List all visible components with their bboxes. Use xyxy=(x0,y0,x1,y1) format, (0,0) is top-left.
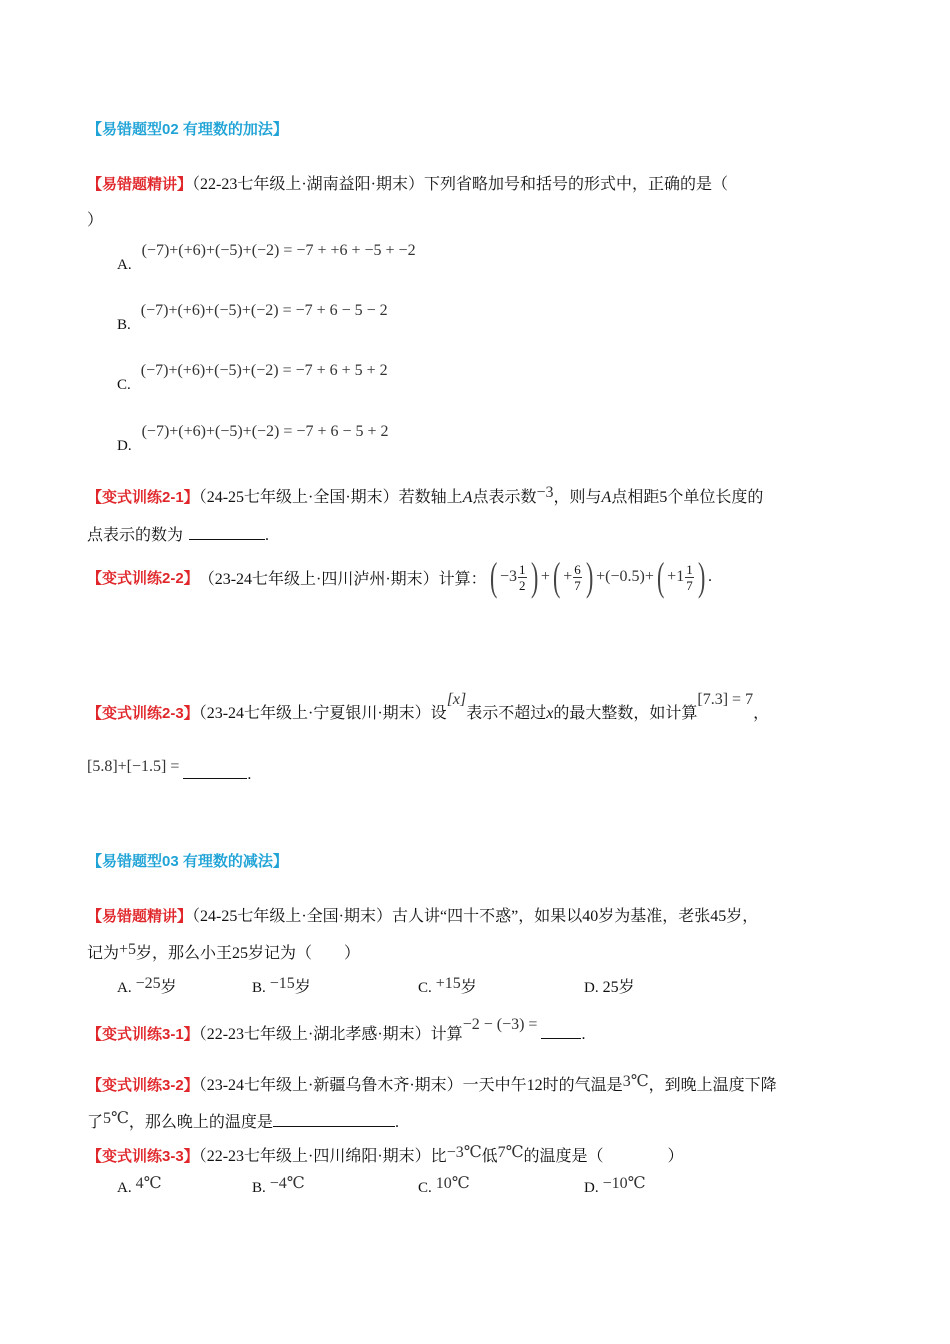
question-line xyxy=(87,484,763,507)
option-d[interactable] xyxy=(584,974,635,997)
question-text: （22-23七年级上·湖北孝感·期末）计算 xyxy=(198,1026,463,1043)
number: −3 xyxy=(536,484,554,501)
right-paren: ) xyxy=(697,554,706,599)
option-a[interactable] xyxy=(117,242,416,273)
option-d[interactable] xyxy=(117,423,389,454)
left-paren: ( xyxy=(552,554,561,599)
option-b[interactable] xyxy=(252,974,311,997)
numerator: 1 xyxy=(686,561,693,577)
question-text: ，到晚上温度下降 xyxy=(648,1077,777,1094)
question-tag: 【变式训练2-1】 xyxy=(87,489,199,506)
option-letter: A. xyxy=(117,257,132,273)
question-line xyxy=(87,1109,399,1132)
option-rhs: = −7 + 6 − 5 + 2 xyxy=(283,423,389,440)
option-letter: A. xyxy=(117,980,132,996)
option-lhs: (−7)+(+6)+(−5)+(−2) xyxy=(141,423,280,440)
plus-sign: + xyxy=(644,568,654,585)
question-text: （23-24七年级上·宁夏银川·期末）设 xyxy=(198,705,447,722)
option-c[interactable] xyxy=(418,974,477,997)
option-lhs: (−7)+(+6)+(−5)+(−2) xyxy=(140,302,279,319)
option-rhs: = −7 + 6 + 5 + 2 xyxy=(282,362,388,379)
option-rhs: = −7 + 6 − 5 − 2 xyxy=(282,302,388,319)
expression: −2 − (−3) = xyxy=(462,1016,538,1033)
fraction xyxy=(685,562,694,593)
option-value: −4℃ xyxy=(269,1175,305,1192)
option-value: 10℃ xyxy=(435,1175,470,1192)
option-b[interactable] xyxy=(117,302,388,333)
fraction xyxy=(573,562,582,593)
question-text: （23-24七年级上·四川泸州·期末）计算： xyxy=(198,570,487,588)
left-paren: ( xyxy=(656,554,665,599)
option-letter: D. xyxy=(584,980,599,996)
question-tag: 【变式训练2-2】 xyxy=(87,569,199,587)
denominator: 2 xyxy=(519,577,526,593)
answer-blank[interactable] xyxy=(273,1112,395,1127)
option-letter: D. xyxy=(584,1180,599,1196)
denominator: 7 xyxy=(686,577,693,593)
option-unit: 岁 xyxy=(460,979,477,996)
period: . xyxy=(265,527,270,544)
period: . xyxy=(394,1114,399,1131)
option-value: +15 xyxy=(435,975,461,992)
temperature: 5℃ xyxy=(103,1110,129,1127)
question-text: （22-23七年级上·湖南益阳·期末）下列省略加号和括号的形式中，正确的是（ xyxy=(192,176,729,193)
comma: ， xyxy=(753,705,770,722)
question-line xyxy=(87,1016,586,1044)
question-text-cont: ） xyxy=(87,212,104,229)
option-a[interactable] xyxy=(117,1177,162,1197)
period: . xyxy=(581,1026,586,1043)
fraction xyxy=(518,562,527,593)
option-letter: C. xyxy=(418,980,432,996)
expression: [5.8]+[−1.5] = xyxy=(87,758,180,775)
section-title: 【易错题型02 有理数的加法】 xyxy=(87,121,288,138)
question-tag: 【变式训练3-3】 xyxy=(87,1148,199,1165)
plus-sign: + xyxy=(540,568,550,585)
example-expression: [7.3] = 7 xyxy=(697,691,754,708)
option-b[interactable] xyxy=(252,1177,305,1197)
left-paren: ( xyxy=(489,554,498,599)
question-text: （24-25七年级上·全国·期末）若数轴上 xyxy=(198,489,463,506)
question-text: （24-25七年级上·全国·期末）古人讲“四十不惑”，如果以40岁为基准，老张45岁， xyxy=(192,908,759,925)
term-sign: + xyxy=(563,568,573,585)
option-letter: B. xyxy=(117,317,131,333)
question-line xyxy=(87,940,360,963)
numerator: 6 xyxy=(574,561,581,577)
option-a[interactable] xyxy=(117,974,177,997)
question-tag: 【变式训练3-2】 xyxy=(87,1077,199,1094)
right-paren: ) xyxy=(530,554,538,599)
question-text: 点表示的数为 xyxy=(87,527,184,544)
question-text: 表示不超过 xyxy=(466,705,547,722)
temperature: 3℃ xyxy=(622,1073,649,1090)
option-letter: C. xyxy=(418,1180,432,1196)
question-tag: 【易错题精讲】 xyxy=(87,176,193,193)
question-tag: 【变式训练2-3】 xyxy=(87,705,199,722)
question-text: 岁，那么小王25岁记为（ ） xyxy=(136,945,361,962)
variable: x xyxy=(546,705,554,722)
question-line xyxy=(87,691,770,723)
question-line xyxy=(87,522,269,545)
answer-blank[interactable] xyxy=(189,525,265,540)
question-line xyxy=(87,1143,684,1166)
question-text: 记为 xyxy=(87,945,120,962)
option-c[interactable] xyxy=(117,362,388,393)
question-line xyxy=(87,1072,777,1095)
question-tag: 【易错题精讲】 xyxy=(87,908,193,925)
term-sign: −3 xyxy=(500,568,518,585)
option-letter: C. xyxy=(117,377,131,393)
option-value: −25 xyxy=(135,975,161,992)
option-lhs: (−7)+(+6)+(−5)+(−2) xyxy=(140,362,279,379)
answer-blank[interactable] xyxy=(183,764,247,779)
question-text: 了 xyxy=(87,1114,104,1131)
section-title: 【易错题型03 有理数的减法】 xyxy=(87,853,288,870)
question-text: 点相距5个单位长度的 xyxy=(611,489,764,506)
question-line xyxy=(87,903,758,926)
option-value: 25 xyxy=(602,979,619,996)
question-text: （23-24七年级上·新疆乌鲁木齐·期末）一天中午12时的气温是 xyxy=(198,1077,623,1094)
question-text: ，那么晚上的温度是 xyxy=(128,1114,273,1131)
question-text: （22-23七年级上·四川绵阳·期末）比 xyxy=(198,1148,447,1165)
floor-notation: [x] xyxy=(446,691,467,708)
temperature: −3℃ xyxy=(446,1144,482,1161)
option-lhs: (−7)+(+6)+(−5)+(−2) xyxy=(141,242,280,259)
option-unit: 岁 xyxy=(160,979,177,996)
question-text: 的最大整数，如计算 xyxy=(553,705,698,722)
option-unit: 岁 xyxy=(294,979,311,996)
question-text: 低 xyxy=(481,1148,498,1165)
answer-blank[interactable] xyxy=(541,1024,581,1039)
question-line xyxy=(87,171,728,194)
option-unit: 岁 xyxy=(618,979,635,996)
term-sign: +1 xyxy=(667,568,685,585)
option-rhs: = −7 + +6 + −5 + −2 xyxy=(283,242,416,259)
period: . xyxy=(247,766,252,783)
option-d[interactable] xyxy=(584,1177,646,1197)
term: (−0.5) xyxy=(605,568,645,585)
variable: A xyxy=(462,489,473,506)
temperature: 7℃ xyxy=(497,1144,524,1161)
variable: A xyxy=(601,489,612,506)
option-letter: B. xyxy=(252,980,266,996)
numerator: 1 xyxy=(519,561,526,577)
option-letter: D. xyxy=(117,438,132,454)
right-paren: ) xyxy=(585,554,594,599)
option-value: −15 xyxy=(269,975,295,992)
question-text: 的温度是（ ） xyxy=(523,1148,684,1165)
option-letter: B. xyxy=(252,1180,266,1196)
question-text: ，则与 xyxy=(553,489,602,506)
plus-sign: + xyxy=(596,568,606,585)
option-letter: A. xyxy=(117,1180,132,1196)
option-value: 4℃ xyxy=(135,1175,162,1192)
question-line xyxy=(87,758,252,784)
question-line xyxy=(87,552,712,602)
option-c[interactable] xyxy=(418,1177,470,1197)
period: . xyxy=(708,568,713,585)
number: +5 xyxy=(119,941,137,958)
question-text: 点表示数 xyxy=(472,489,537,506)
option-value: −10℃ xyxy=(602,1175,646,1192)
denominator: 7 xyxy=(574,577,581,593)
question-tag: 【变式训练3-1】 xyxy=(87,1026,199,1043)
